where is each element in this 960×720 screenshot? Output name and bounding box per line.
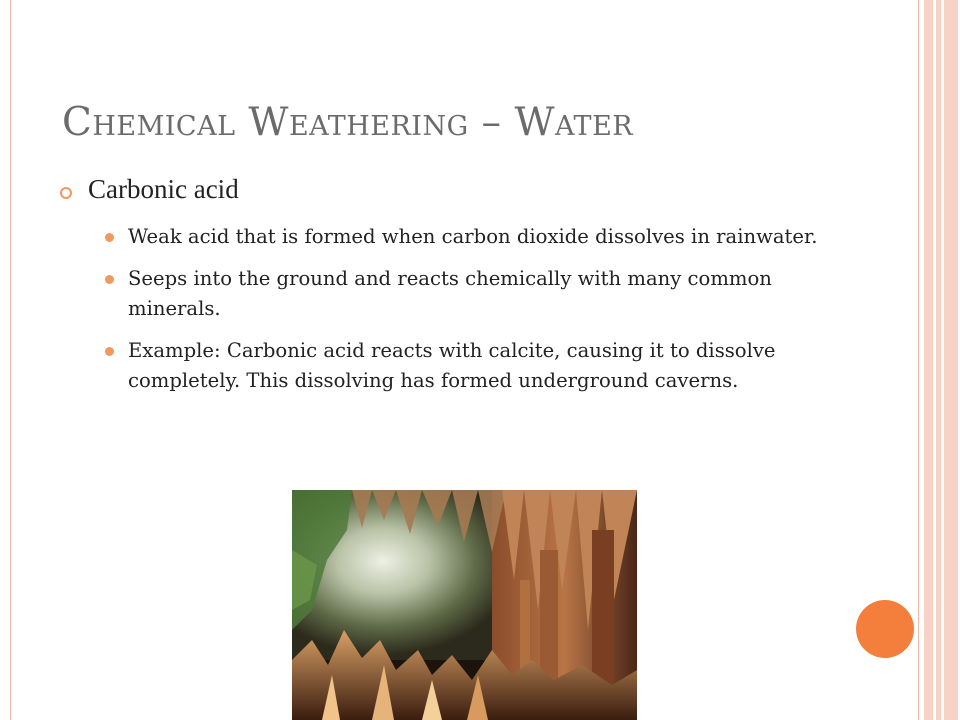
sub-bullet-list — [108, 222, 828, 408]
right-stripe-2 — [936, 0, 941, 720]
sub-bullet-item — [108, 222, 828, 252]
right-stripe-1 — [924, 0, 933, 720]
sub-bullet-text: Seeps into the ground and reacts chemically with many common minerals. — [128, 267, 772, 320]
decorative-orange-circle — [856, 600, 914, 658]
cave-photo — [292, 490, 637, 720]
dot-bullet-icon — [105, 275, 114, 284]
slide-title: Chemical Weathering – Water — [62, 100, 634, 145]
level1-text: Carbonic acid — [88, 174, 239, 204]
right-frame-line — [918, 0, 919, 720]
sub-bullet-item — [108, 264, 828, 324]
cave-illustration — [292, 490, 637, 720]
ring-bullet-icon — [60, 187, 72, 199]
sub-bullet-text: Example: Carbonic acid reacts with calcite, causing it to dissolve completely. This dissolving has formed underground caverns. — [128, 339, 776, 392]
dot-bullet-icon — [105, 347, 114, 356]
left-frame-line — [10, 0, 11, 720]
level1-bullet — [60, 174, 239, 205]
dot-bullet-icon — [105, 233, 114, 242]
right-stripe-3 — [944, 0, 958, 720]
sub-bullet-item — [108, 336, 828, 396]
sub-bullet-text: Weak acid that is formed when carbon dioxide dissolves in rainwater. — [128, 225, 818, 248]
